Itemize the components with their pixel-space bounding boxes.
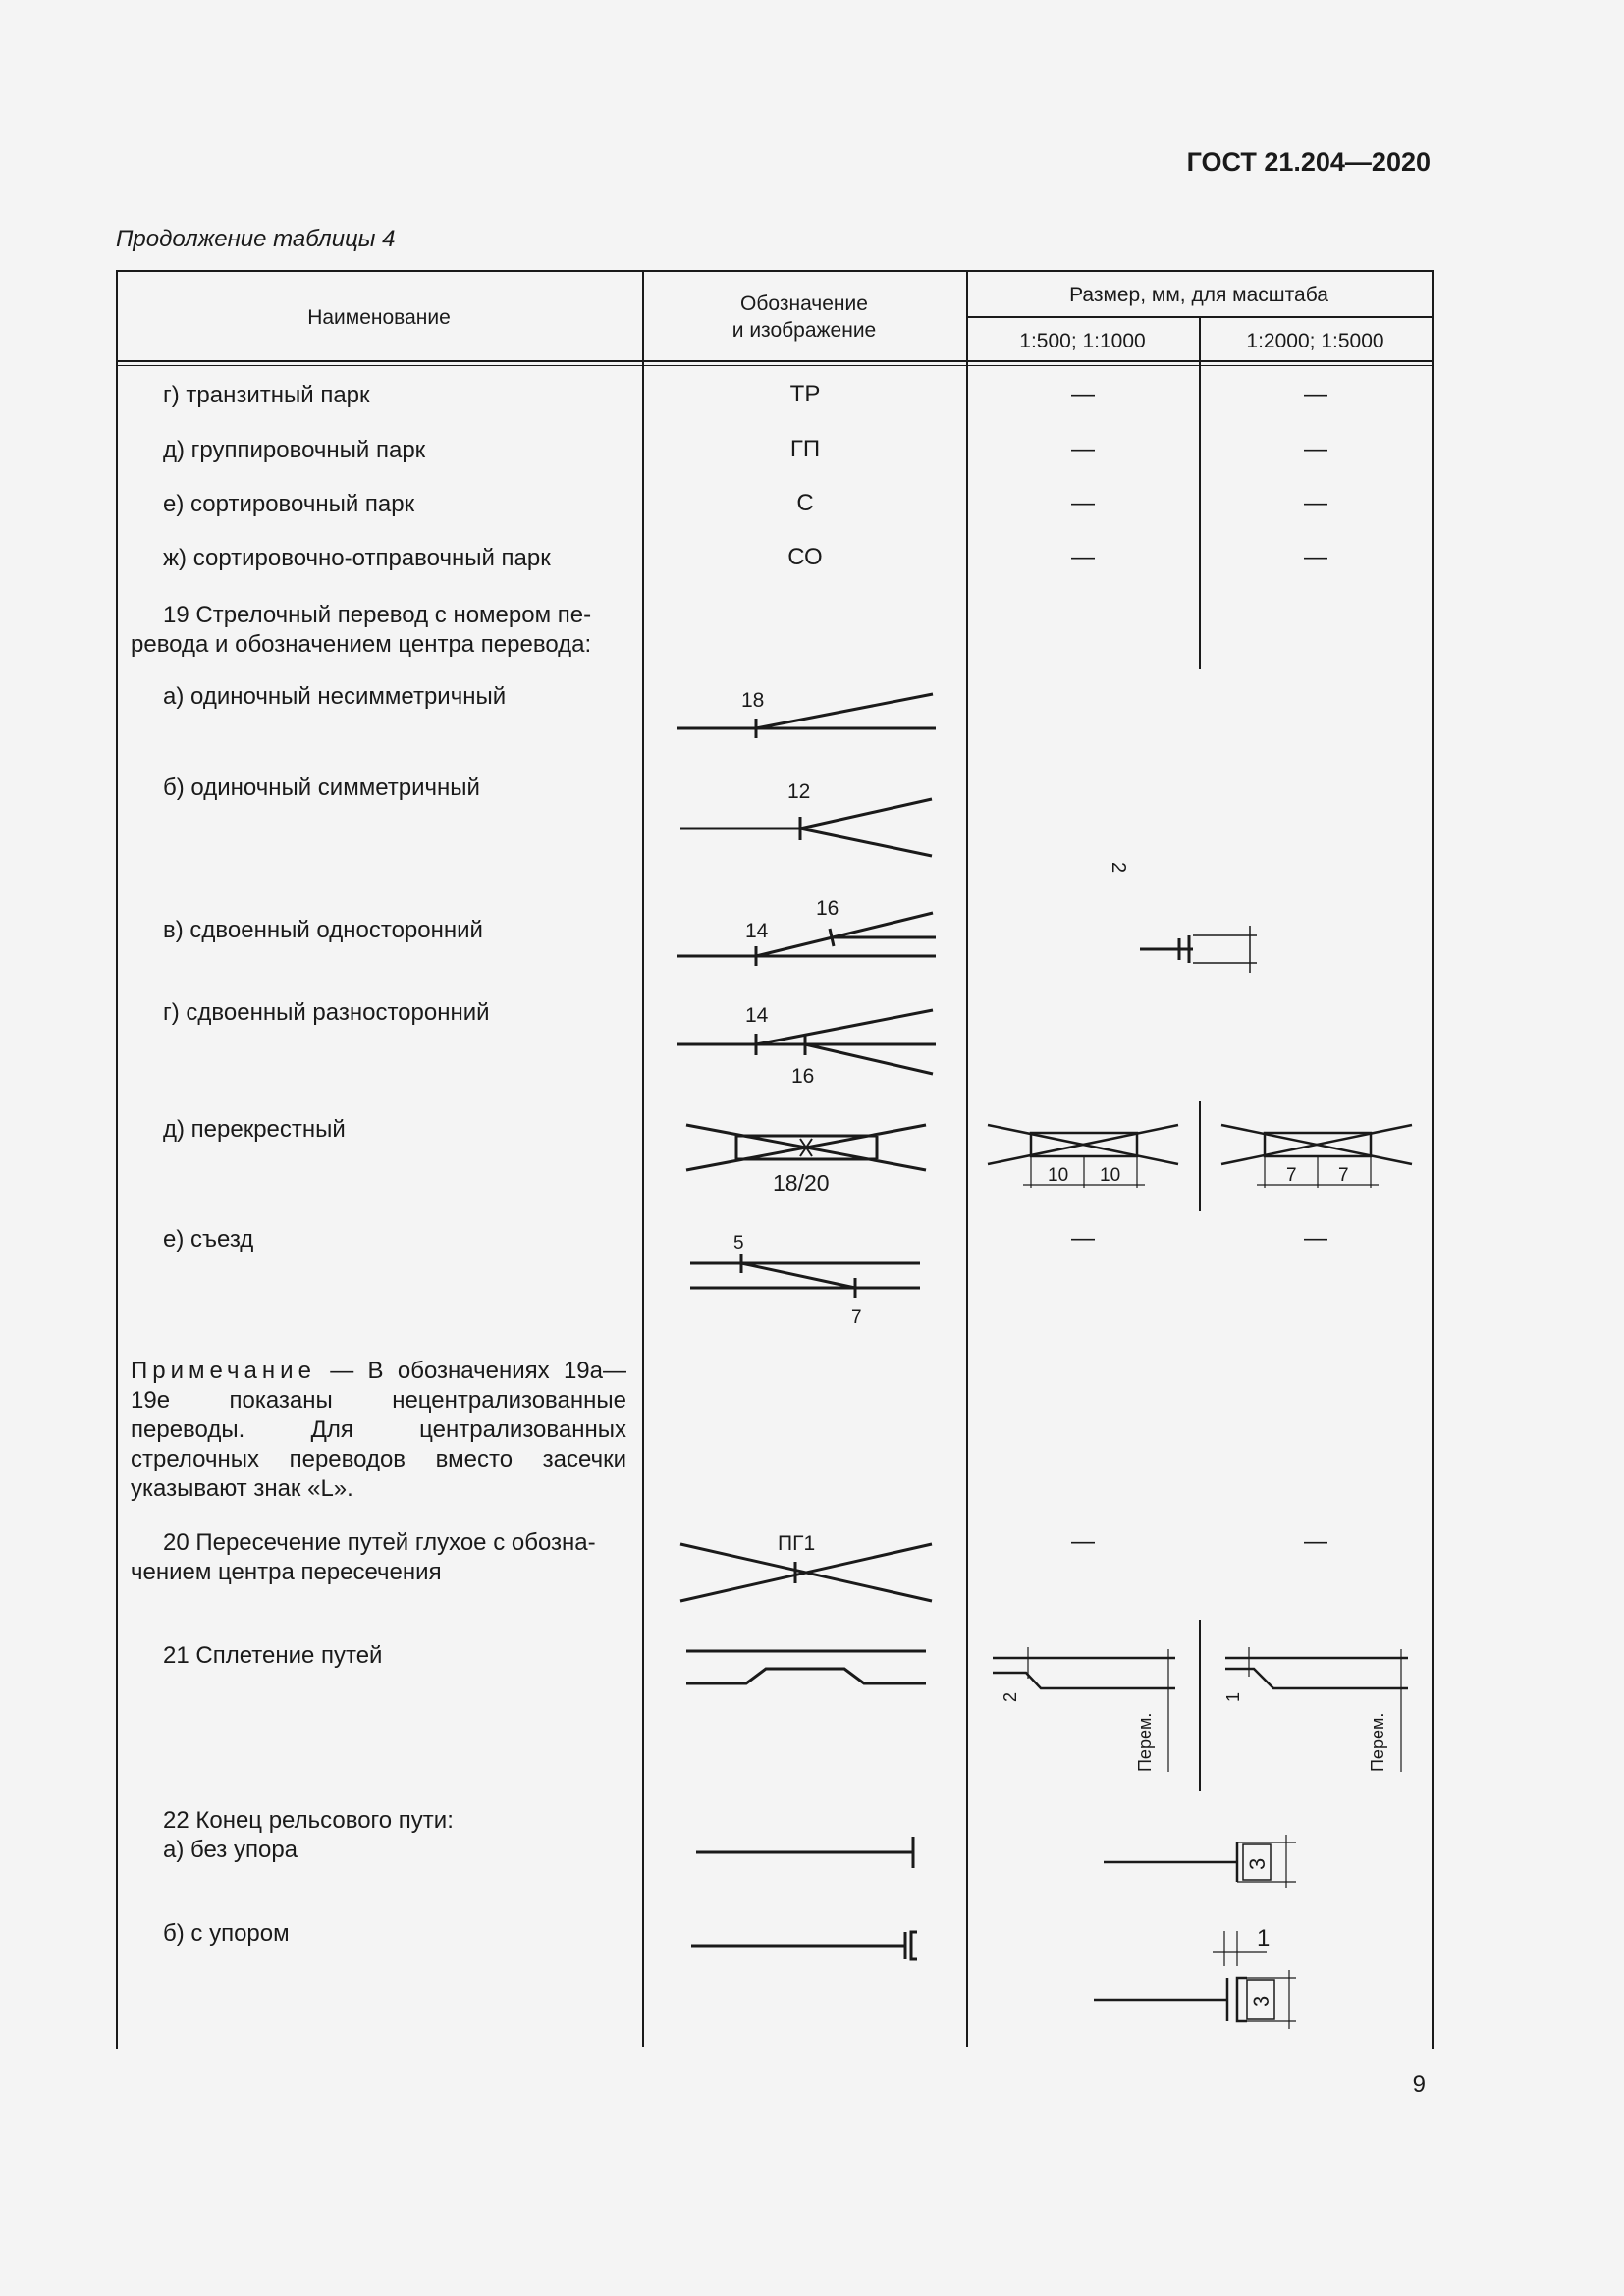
header-size: Размер, мм, для масштаба xyxy=(1069,284,1328,306)
row-code-sorting-park: С xyxy=(796,490,814,516)
crossover-label: 18/20 xyxy=(773,1170,830,1196)
row-dash: — xyxy=(1071,1528,1095,1555)
note-paragraph xyxy=(131,1357,626,1504)
turnout-number: 12 xyxy=(787,780,811,803)
row-dash: — xyxy=(1071,381,1095,407)
row-dash: — xyxy=(1304,1225,1327,1252)
dimension-label: 10 xyxy=(1100,1165,1121,1186)
header-symbol-line1: Обозначение xyxy=(740,293,868,315)
dimension-label: 2 xyxy=(1108,862,1129,874)
size-double-one-sided xyxy=(1108,862,1262,975)
col-divider-scale-3 xyxy=(1199,1620,1201,1791)
size-track-end xyxy=(1100,1831,1311,1890)
turnout-number: 16 xyxy=(791,1065,815,1088)
page-number: 9 xyxy=(1412,2071,1426,2098)
row-name-transit-park: г) транзитный парк xyxy=(163,382,370,408)
row-dash: — xyxy=(1071,490,1095,516)
row21-name: 21 Сплетение путей xyxy=(163,1642,383,1669)
row19b-name: б) одиночный симметричный xyxy=(163,774,480,801)
dimension-label: 10 xyxy=(1048,1165,1069,1186)
size-gauntlet-scale-1 xyxy=(987,1639,1183,1777)
row19g-name: г) сдвоенный разносторонний xyxy=(163,999,490,1026)
size-crossover-scale-2 xyxy=(1218,1117,1419,1191)
size-crossover-scale-1 xyxy=(984,1117,1185,1191)
symbol-switchover xyxy=(682,1227,928,1330)
header-scale-1: 1:500; 1:1000 xyxy=(1019,330,1146,352)
col-divider-symbol xyxy=(966,270,968,2047)
turnout-number: 7 xyxy=(851,1308,862,1328)
size-track-end-stop xyxy=(1090,1919,1316,2032)
dimension-label: 2 xyxy=(1001,1691,1020,1702)
header-name: Наименование xyxy=(307,306,451,329)
header-symbol-line2: и изображение xyxy=(731,319,877,342)
variable-label: Перем. xyxy=(1135,1712,1155,1772)
document-code: ГОСТ 21.204—2020 xyxy=(1186,147,1431,177)
symbol-single-asymmetric xyxy=(673,682,947,746)
col-divider-scale-2 xyxy=(1199,1101,1201,1211)
row-code-sorting-dispatch-park: СО xyxy=(787,544,823,570)
turnout-number: 14 xyxy=(745,920,769,942)
turnout-number: 18 xyxy=(741,689,765,712)
variable-label: Перем. xyxy=(1368,1712,1387,1772)
row-dash: — xyxy=(1304,381,1327,407)
row-name-sorting-dispatch-park: ж) сортировочно-отправочный парк xyxy=(163,545,551,571)
row19v-name: в) сдвоенный односторонний xyxy=(163,917,483,943)
turnout-number: 14 xyxy=(745,1004,769,1027)
row19-title-line1: 19 Стрелочный перевод с номером пе- xyxy=(163,602,592,628)
row20-title-line2: чением центра пересечения xyxy=(131,1559,442,1585)
symbol-double-one-sided xyxy=(673,891,947,975)
dimension-label: 7 xyxy=(1286,1165,1297,1186)
dimension-label: 1 xyxy=(1257,1925,1271,1951)
row-name-sorting-park: е) сортировочный парк xyxy=(163,491,415,517)
row19d-name: д) перекрестный xyxy=(163,1116,346,1143)
row-code-transit-park: ТР xyxy=(789,381,821,407)
symbol-track-crossing xyxy=(673,1528,947,1607)
header-rule-thin xyxy=(116,365,1432,366)
symbol-single-symmetric xyxy=(673,775,947,864)
turnout-number: 16 xyxy=(816,897,839,920)
row22a-name: а) без упора xyxy=(163,1837,298,1863)
turnout-number: 5 xyxy=(733,1233,744,1254)
symbol-track-gauntlet xyxy=(682,1641,938,1700)
row22-title: 22 Конец рельсового пути: xyxy=(163,1807,454,1834)
row-dash: — xyxy=(1071,544,1095,570)
dimension-label: 3 xyxy=(1245,1857,1270,1870)
row-dash: — xyxy=(1071,1225,1095,1252)
row-name-grouping-park: д) группировочный парк xyxy=(163,437,426,463)
symbol-track-end xyxy=(692,1831,928,1875)
symbol-track-end-stop xyxy=(687,1924,923,1968)
row-dash: — xyxy=(1071,436,1095,462)
note-text: — В обозначениях 19а—19е показаны нецентрализованные переводы. Для централизованных стрелочных переводов вместо засечки указывают знак «L». xyxy=(131,1358,626,1502)
header-scale-2: 1:2000; 1:5000 xyxy=(1246,330,1384,352)
row-dash: — xyxy=(1304,1528,1327,1555)
row19e-name: е) съезд xyxy=(163,1226,254,1253)
row-code-grouping-park: ГП xyxy=(789,436,821,462)
crossing-label: ПГ1 xyxy=(778,1532,816,1555)
row22b-name: б) с упором xyxy=(163,1920,290,1947)
dimension-label: 7 xyxy=(1338,1165,1349,1186)
symbol-double-two-sided xyxy=(673,1001,947,1090)
dimension-label: 3 xyxy=(1249,1995,1273,2007)
row-dash: — xyxy=(1304,436,1327,462)
row20-title-line1: 20 Пересечение путей глухое с обозна- xyxy=(163,1529,596,1556)
row19a-name: а) одиночный несимметричный xyxy=(163,683,507,710)
dimension-label: 1 xyxy=(1223,1691,1243,1702)
note-word: Примечание xyxy=(131,1358,316,1384)
size-gauntlet-scale-2 xyxy=(1219,1639,1416,1777)
symbol-crossover xyxy=(682,1117,938,1196)
row-dash: — xyxy=(1304,490,1327,516)
col-divider-name xyxy=(642,270,644,2047)
col-divider-scale-1 xyxy=(1199,367,1201,669)
table-caption: Продолжение таблицы 4 xyxy=(116,226,396,252)
row19-title-line2: ревода и обозначением центра перевода: xyxy=(131,631,592,658)
header-bottom-rule xyxy=(116,360,1432,362)
row-dash: — xyxy=(1304,544,1327,570)
